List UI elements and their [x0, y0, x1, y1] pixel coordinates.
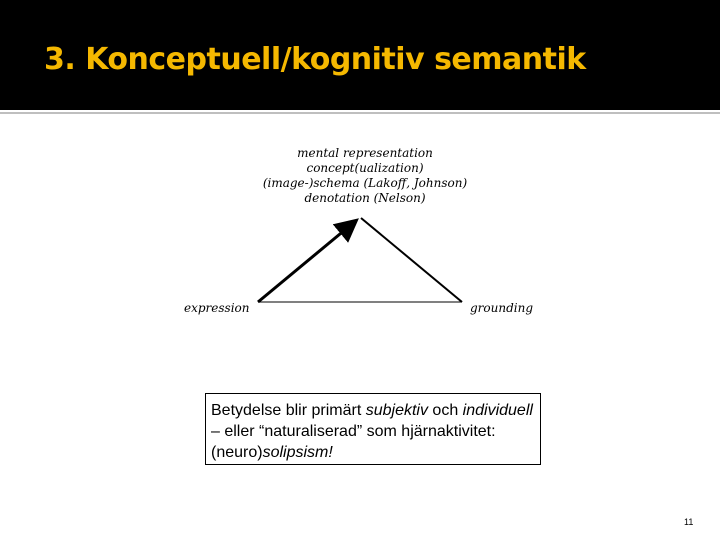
right-vertex-label: grounding: [470, 301, 534, 315]
slide-title: 3. Konceptuell/kognitiv semantik: [44, 42, 586, 77]
callout-text-2: och: [427, 402, 463, 419]
callout-text-3: – eller “naturaliserad” som hjärnaktivitet: (neuro): [211, 423, 496, 461]
callout-box: [205, 393, 541, 465]
left-vertex-label: expression: [184, 301, 250, 315]
right-edge-line: [361, 218, 462, 302]
callout-emph-individuell: individuell: [462, 402, 533, 419]
expression-arrow: [258, 224, 352, 302]
callout-emph-subjektiv: subjektiv: [365, 402, 428, 419]
top-label-line-2: concept(ualization): [306, 161, 424, 175]
page-number: 11: [684, 517, 694, 527]
callout-text-1: Betydelse blir primärt: [211, 402, 366, 419]
top-label-line-1: mental representation: [297, 146, 433, 160]
top-label-line-4: denotation (Nelson): [304, 191, 426, 205]
top-label-line-3: (image-)schema (Lakoff, Johnson): [262, 176, 468, 190]
callout-emph-solipsism: solipsism!: [262, 444, 333, 461]
